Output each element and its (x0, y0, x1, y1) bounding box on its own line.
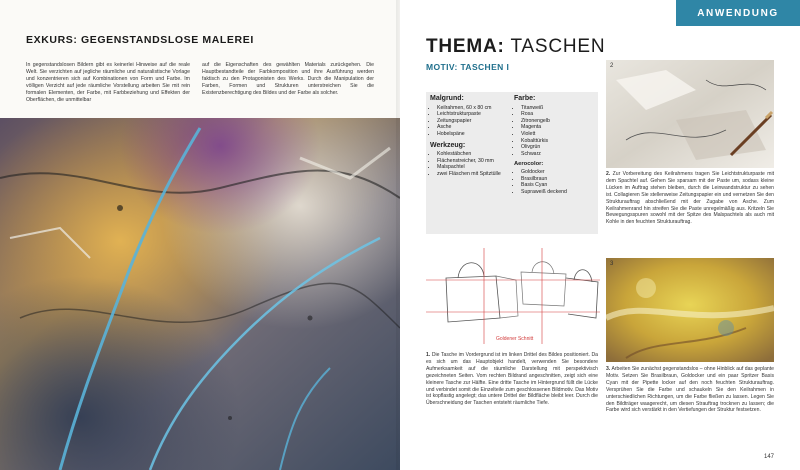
golden-ratio-label: Goldener Schnitt (496, 336, 534, 342)
list-item: • Magenta (521, 124, 594, 131)
step-3-photo (606, 258, 774, 362)
step-2-body: Zur Vorbereitung des Keilrahmens tragen Sie Leichtstrukturpaste mit dem Spachtel auf. Gehen Sie sparsam mit der Paste um, sodass kleine Lücken im Auftrag stehen bleiben, durch die Leinwandstruktur zu sehen ist. Collagieren Sie stellenweise Zeitungspapier ein und vernetzen Sie den Strukturauftrag abschließend mit der Zugabe von Asche. Zum Keilrahmenrand hin streifen Sie die Paste unregelmäßig aus. Kritzeln Sie Bewegungsspuren sowohl mit der Spitze des Malspachtels als auch mit Kohle in den feuchten Strukturauftrag. (606, 171, 774, 226)
step-3-body: Arbeiten Sie zunächst gegenstandslos – ohne Hinblick auf das geplante Motiv. Setzen Sie Brasilbraun, Goldocker und ein paar Spritzer Basis Cyan mit der Pipette locker auf den noch feuchten Strukturauftrag. Versprühen Sie die Farbe und schaukeln Sie den Keilrahmen in unterschiedlichen Richtungen, um die Farbe fließen zu lassen. Legen Sie den Bildträger waagerecht, um diesen Strauftrag trocknen zu lassen; die Farbe wird sich verstärkt in den Vertiefungen der Struktur festsetzen. (606, 366, 774, 414)
step-2-number: 2. (606, 171, 611, 177)
step-2-photo (606, 60, 774, 168)
list-item: • Supraweiß deckend (521, 189, 594, 196)
photo-2-number: 2 (610, 63, 614, 69)
list-item: • Goldocker (521, 169, 594, 176)
page-number: 147 (763, 454, 774, 460)
thema-value: TASCHEN (510, 36, 606, 57)
left-text-column-1: In gegenstandslosen Bildern gibt es keinerlei Hinweise auf die reale Welt. Sie verzichten auf jegliche räumliche und naturalistische Vorlage und konzentrieren sich auf Kombinationen von Form und Farbe. Im völligen Verzicht auf jede räumliche Vorstellung arbeiten Sie mit rein formalen Elementen, der Farbe, mit Farbbeziehung und Effekten der Oberflächen, die unmittelbar (26, 62, 190, 104)
thema-heading (426, 36, 605, 58)
step-2-text (606, 171, 774, 226)
exkurs-title: EXKURS: GEGENSTANDSLOSE MALEREI (26, 34, 254, 46)
list-item: • Brasilbraun (521, 176, 594, 183)
list-item: • Olivgrün (521, 144, 594, 151)
list-item: • Zeitungspapier (437, 118, 512, 125)
list-item: • zwei Fläschen mit Spitztülle (437, 171, 512, 178)
aerocolor-heading: Aerocolor: (514, 161, 544, 168)
right-page (400, 0, 800, 470)
list-item: • Hobelspäne (437, 131, 512, 138)
werkzeug-list (430, 151, 512, 177)
photo-3-number: 3 (610, 261, 614, 267)
list-item: • Kobalttürkis (521, 138, 594, 145)
list-item: • Violett (521, 131, 594, 138)
list-item: • Keilrahmen, 60 x 80 cm (437, 105, 512, 112)
list-item: • Kohlestäbchen (437, 151, 512, 158)
step-1-number: 1. (426, 352, 431, 358)
malgrund-heading: Malgrund: (430, 95, 464, 102)
left-text-column-2: auf die Eigenschaften des gewählten Materials zurückgehen. Die Hauptbestandteile der Farbkomposition und ihre Ausführung werden faktisch zu den Protagonisten des Werks. Durch die Manipulation der Farben, Formen und Strukturen unterstreichen Sie die Existenzberechtigung des Bildes und der Farbe als solcher. (202, 62, 374, 97)
section-banner (676, 0, 800, 26)
list-item: • Basis Cyan (521, 182, 594, 189)
step-3-number: 3. (606, 366, 611, 372)
list-item: • Leichtstrukturpaste (437, 111, 512, 118)
malgrund-list (430, 105, 512, 138)
list-item: • Zitronengelb (521, 118, 594, 125)
motiv-heading: MOTIV: TASCHEN I (426, 62, 510, 72)
list-item: • Rosa (521, 111, 594, 118)
materials-box (426, 92, 598, 234)
materials-column-2 (514, 96, 594, 195)
thema-label: THEMA: (426, 36, 505, 57)
list-item: • Flächenstreicher, 30 mm (437, 158, 512, 165)
list-item: • Asche (437, 124, 512, 131)
step-3-text (606, 366, 774, 414)
aerocolor-list (514, 169, 594, 195)
step-1-body: Die Tasche im Vordergrund ist im linken Drittel des Bildes positioniert. Da es sich um das Hauptobjekt handelt, verwenden Sie besondere Aufmerksamkeit auf die räumliche Darstellung mit perspektivisch gezeichneten Seiten. Vom rechten Bildrand angeschnitten, zeigt sich eine kleinere Tasche zur Hälfte. Eine dritte Tasche im Hintergrund füllt die Lücke und verbindet somit die Einzelteile zum geschlossenen Bildmotiv. Das Motiv ist kopflastig angelegt; das untere Drittel der Bildfläche bleibt leer. Durch die Überschneidung der Taschen entsteht räumliche Tiefe. (426, 352, 598, 407)
bag-sketch (426, 248, 600, 344)
materials-column-1 (430, 96, 512, 178)
werkzeug-heading: Werkzeug: (430, 141, 466, 149)
banner-label: ANWENDUNG (697, 7, 779, 19)
list-item: • Titanweiß (521, 105, 594, 112)
list-item: • Schwarz (521, 151, 594, 158)
farbe-list (514, 105, 594, 158)
abstract-painting (0, 118, 400, 470)
list-item: • Malspachtel (437, 164, 512, 171)
step-1-text (426, 352, 598, 407)
farbe-heading: Farbe: (514, 95, 536, 102)
